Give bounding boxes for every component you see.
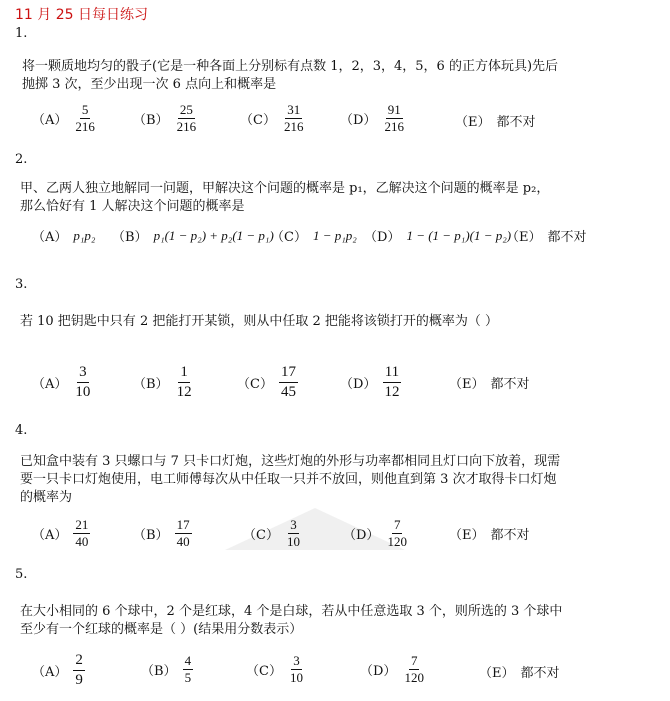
option-text: 都不对 (490, 377, 530, 392)
page-title: 11 月 25 日每日练习 (15, 7, 148, 23)
option-label: （B） (133, 377, 169, 392)
question-3-stem-line-1: 若 10 把钥匙中只有 2 把能打开某锁，则从中任取 2 把能将该锁打开的概率为（ ） (20, 314, 499, 329)
option-expression: 1 − p₁p₂ (312, 227, 357, 243)
question-2-option-b (112, 226, 274, 245)
question-1-option-c (240, 103, 305, 134)
denominator: 40 (176, 534, 190, 549)
option-label: （B） (133, 113, 169, 128)
numerator: 21 (75, 517, 89, 532)
option-text: 都不对 (547, 230, 587, 245)
option-label: （C） (237, 377, 273, 392)
denominator: 120 (404, 670, 424, 685)
fraction (279, 364, 298, 401)
option-text: 都不对 (520, 666, 560, 681)
fraction (175, 518, 192, 549)
denominator: 5 (184, 670, 192, 685)
option-label: （B） (141, 664, 177, 679)
option-label: （E） (449, 528, 485, 543)
question-1-number: 1. (15, 26, 28, 41)
denominator: 216 (75, 119, 95, 134)
option-label: （C） (243, 528, 279, 543)
denominator: 9 (75, 672, 83, 688)
option-label: （A） (32, 113, 68, 128)
denominator: 216 (176, 119, 197, 134)
numerator: 3 (290, 517, 297, 532)
option-label: （E） (506, 230, 542, 245)
question-2-number: 2. (15, 152, 28, 167)
option-expression: p₁p₂ (73, 227, 96, 243)
question-5-stem-line-1: 在大小相同的 6 个球中，2 个是红球，4 个是白球，若从中任意选取 3 个，则所选的 3 个球中 (20, 604, 563, 619)
denominator: 12 (176, 384, 192, 400)
denominator: 10 (75, 384, 91, 400)
denominator: 10 (289, 670, 303, 685)
question-1-stem-line-2: 抛掷 3 次，至少出现一次 6 点向上和概率是 (22, 77, 277, 92)
question-4-option-d (343, 518, 409, 549)
fraction (175, 103, 199, 134)
question-4-stem-line-2: 要一只卡口灯炮使用，电工师傅每次从中任取一只并不放回，则他直到第 3 次才取得卡口灯炮 (20, 472, 557, 487)
fraction (382, 364, 401, 401)
question-2-option-e (506, 226, 587, 245)
fraction (183, 654, 194, 685)
numerator: 2 (73, 652, 85, 671)
numerator: 1 (178, 364, 190, 383)
denominator: 120 (387, 534, 407, 549)
question-4-number: 4. (15, 423, 28, 438)
denominator: 10 (286, 534, 300, 549)
numerator: 4 (184, 653, 192, 668)
option-expression: p₁(1 − p₂) + p₂(1 − p₁) (153, 227, 274, 243)
question-2-stem-line-2: 那么恰好有 1 人解决这个问题的概率是 (20, 199, 245, 214)
question-4-stem-line-3: 的概率为 (20, 490, 73, 505)
question-5-option-a (32, 652, 85, 689)
option-text: 都不对 (490, 528, 530, 543)
question-2-option-a (32, 226, 95, 245)
option-label: （E） (455, 115, 491, 130)
option-text: 都不对 (496, 115, 536, 130)
question-4-option-e (449, 524, 530, 543)
question-2-option-c (271, 226, 357, 245)
question-2-stem-line-1: 甲、乙两人独立地解同一问题，甲解决这个问题的概率是 p₁，乙解决这个问题的概率是 p₂， (20, 181, 550, 196)
question-4-option-b (133, 518, 192, 549)
question-3-option-b (133, 364, 194, 401)
numerator: 7 (410, 653, 418, 668)
option-label: （D） (364, 230, 401, 245)
question-3-option-d (340, 364, 401, 401)
option-label: （B） (133, 528, 169, 543)
question-4-stem-line-1: 已知盒中装有 3 只螺口与 7 只卡口灯炮，这些灯炮的外形与功率都相同且灯口向下放着，现需 (20, 454, 561, 469)
question-3-option-c (237, 364, 298, 401)
denominator: 40 (75, 534, 89, 549)
fraction (175, 364, 194, 401)
question-5-option-c (246, 654, 305, 685)
numerator: 25 (179, 102, 193, 117)
fraction (385, 518, 409, 549)
option-expression: 1 − (1 − p₁)(1 − p₂) (406, 227, 512, 243)
question-5-option-d (360, 654, 426, 685)
option-label: （A） (32, 377, 68, 392)
option-label: （E） (479, 666, 515, 681)
option-label: （C） (271, 230, 307, 245)
fraction (73, 518, 90, 549)
question-5-option-b (141, 654, 193, 685)
option-label: （D） (340, 377, 377, 392)
question-2-option-d (364, 226, 511, 245)
question-3-number: 3. (15, 277, 28, 292)
question-4-option-c (243, 518, 302, 549)
question-1-option-a (32, 103, 97, 134)
numerator: 3 (77, 364, 89, 383)
fraction (73, 364, 92, 401)
option-label: （E） (449, 377, 485, 392)
option-label: （A） (32, 230, 68, 245)
option-label: （C） (240, 113, 276, 128)
denominator: 12 (384, 384, 400, 400)
fraction (282, 103, 306, 134)
option-label: （B） (112, 230, 148, 245)
numerator: 7 (393, 517, 401, 532)
fraction (402, 654, 426, 685)
question-5-stem-line-2: 至少有一个红球的概率是（ ）(结果用分数表示） (20, 622, 303, 637)
numerator: 31 (287, 102, 301, 117)
question-1-stem-line-1: 将一颗质地均匀的骰子(它是一种各面上分别标有点数 1，2，3，4，5，6 的正方体玩具)先后 (22, 59, 559, 74)
fraction (285, 518, 302, 549)
question-4-option-a (32, 518, 90, 549)
denominator: 216 (283, 119, 304, 134)
option-label: （D） (343, 528, 380, 543)
question-1-option-b (133, 103, 198, 134)
fraction (382, 103, 406, 134)
option-label: （D） (340, 113, 377, 128)
numerator: 17 (176, 517, 190, 532)
option-label: （C） (246, 664, 282, 679)
question-5-option-e (479, 662, 560, 681)
question-3-option-e (449, 373, 530, 392)
option-label: （A） (32, 528, 68, 543)
question-5-number: 5. (15, 567, 28, 582)
question-3-option-a (32, 364, 92, 401)
fraction (73, 652, 85, 689)
fraction (288, 654, 305, 685)
question-1-option-d (340, 103, 406, 134)
numerator: 17 (279, 364, 298, 383)
question-1-option-e (455, 111, 536, 130)
numerator: 11 (383, 364, 401, 383)
option-label: （A） (32, 665, 68, 680)
denominator: 45 (280, 384, 296, 400)
denominator: 216 (384, 119, 404, 134)
numerator: 91 (387, 102, 401, 117)
fraction (73, 103, 97, 134)
numerator: 3 (293, 653, 300, 668)
option-label: （D） (360, 664, 397, 679)
numerator: 5 (81, 102, 89, 117)
